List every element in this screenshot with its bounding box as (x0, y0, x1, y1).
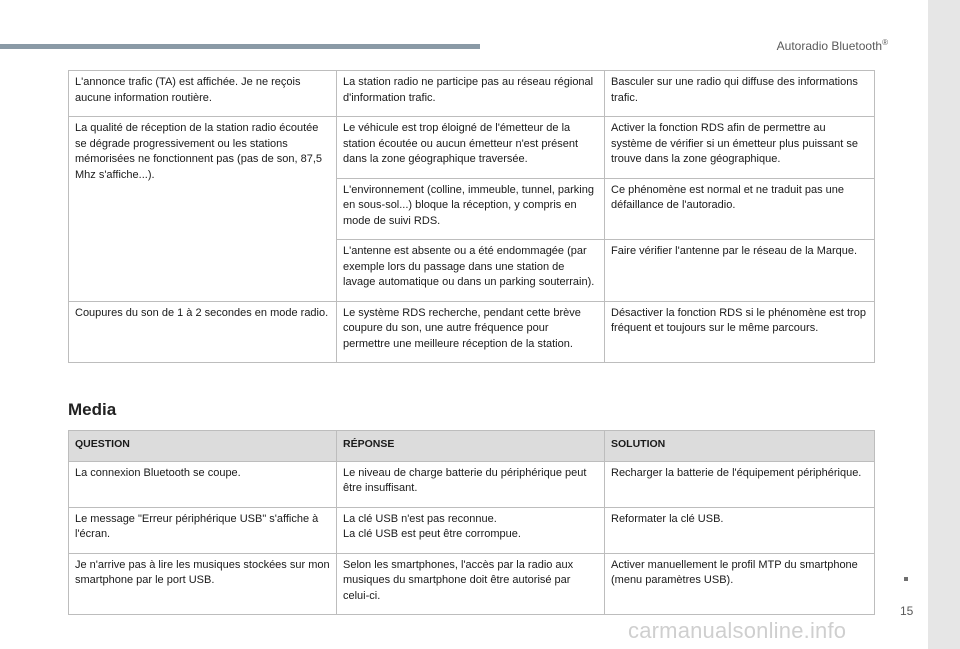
page-header-title (777, 38, 888, 53)
header-title-registered: ® (882, 38, 888, 47)
page-marker (904, 577, 908, 581)
solution-cell: Désactiver la fonction RDS si le phénomène est trop fréquent et toujours sur le même parcours. (605, 301, 875, 363)
table-header-row (69, 431, 875, 462)
question-cell: La qualité de réception de la station radio écoutée se dégrade progressivement ou les stations mémorisées ne fonctionnent pas (pas de son, 87,5 Mhz s'affiche...). (69, 117, 337, 302)
answer-cell: L'antenne est absente ou a été endommagée (par exemple lors du passage dans une station de lavage automatique ou dans un parking souterrain). (337, 240, 605, 302)
answer-cell: La station radio ne participe pas au réseau régional d'information trafic. (337, 71, 605, 117)
answer-cell: Le système RDS recherche, pendant cette brève coupure du son, une autre fréquence pour permettre une meilleure réception de la station. (337, 301, 605, 363)
solution-cell: Activer la fonction RDS afin de permettre au système de vérifier si un émetteur plus puissant se trouve dans la zone géographique. (605, 117, 875, 179)
solution-cell: Ce phénomène est normal et ne traduit pas une défaillance de l'autoradio. (605, 178, 875, 240)
solution-cell: Recharger la batterie de l'équipement périphérique. (605, 461, 875, 507)
header-solution: SOLUTION (605, 431, 875, 462)
page-number: 15 (900, 604, 914, 618)
answer-cell: Le véhicule est trop éloigné de l'émetteur de la station écoutée ou aucun émetteur n'est présent dans la zone géographique traversée. (337, 117, 605, 179)
table-row (69, 553, 875, 615)
header-question: QUESTION (69, 431, 337, 462)
answer-cell: Selon les smartphones, l'accès par la radio aux musiques du smartphone doit être autorisé par celui-ci. (337, 553, 605, 615)
table-row (69, 71, 875, 117)
section-title-media: Media (68, 400, 117, 419)
question-cell: Je n'arrive pas à lire les musiques stockées sur mon smartphone par le port USB. (69, 553, 337, 615)
table-row (69, 507, 875, 553)
question-cell: Coupures du son de 1 à 2 secondes en mode radio. (69, 301, 337, 363)
radio-troubleshooting-table (68, 70, 875, 363)
solution-cell: Activer manuellement le profil MTP du smartphone (menu paramètres USB). (605, 553, 875, 615)
question-cell: Le message "Erreur périphérique USB" s'affiche à l'écran. (69, 507, 337, 553)
header-title-text: Autoradio Bluetooth (776, 39, 883, 53)
table-row (69, 301, 875, 363)
solution-cell: Faire vérifier l'antenne par le réseau de la Marque. (605, 240, 875, 302)
question-cell: La connexion Bluetooth se coupe. (69, 461, 337, 507)
answer-cell: La clé USB n'est pas reconnue. La clé USB est peut être corrompue. (337, 507, 605, 553)
header-accent-bar (0, 44, 480, 49)
question-cell: L'annonce trafic (TA) est affichée. Je ne reçois aucune information routière. (69, 71, 337, 117)
answer-cell: Le niveau de charge batterie du périphérique peut être insuffisant. (337, 461, 605, 507)
table-row (69, 461, 875, 507)
answer-cell: L'environnement (colline, immeuble, tunnel, parking en sous-sol...) bloque la réception, y compris en mode de suivi RDS. (337, 178, 605, 240)
page-edge-strip (928, 0, 960, 649)
header-answer: RÉPONSE (337, 431, 605, 462)
solution-cell: Reformater la clé USB. (605, 507, 875, 553)
media-troubleshooting-table (68, 430, 875, 615)
watermark-text: carmanualsonline.info (628, 618, 847, 643)
solution-cell: Basculer sur une radio qui diffuse des informations trafic. (605, 71, 875, 117)
table-row (69, 117, 875, 179)
